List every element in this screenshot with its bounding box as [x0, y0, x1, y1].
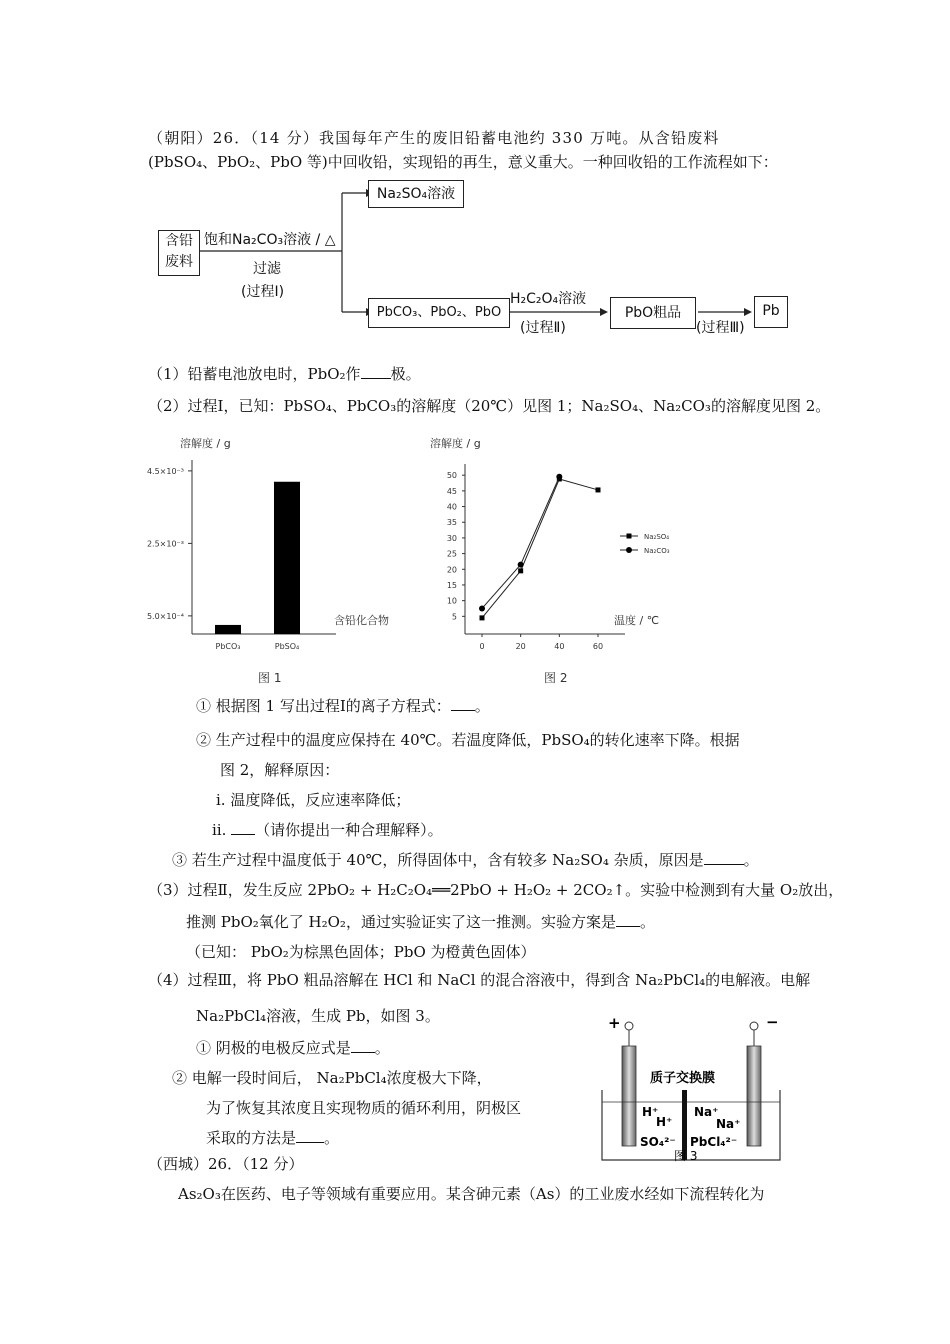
- fig2-ylabel: 溶解度 / g: [430, 437, 481, 450]
- fig2-ytick-label: 25: [446, 549, 457, 559]
- part3-note: （已知： PbO₂为棕黑色固体；PbO 为橙黄色固体）: [186, 943, 536, 961]
- fig2-ytick-label: 40: [446, 502, 457, 512]
- ion-na-plus-1: Na⁺: [694, 1105, 719, 1119]
- ion-na-plus-2: Na⁺: [716, 1117, 741, 1131]
- part4-sub1-prompt: ① 阴极的电极反应式是: [196, 1039, 351, 1057]
- fig2-legend-label: Na₂SO₄: [644, 533, 670, 541]
- fig1-ytick-label: 5.0×10⁻⁴: [146, 611, 184, 621]
- flow-step1-label: (过程Ⅰ): [241, 284, 285, 300]
- fig1-bar: [215, 625, 241, 634]
- part3-end: 。: [639, 913, 655, 931]
- part3-line1: （3）过程Ⅱ，发生反应 2PbO₂ + H₂C₂O₄══2PbO + H₂O₂ + 2CO₂↑。实验中检测到有大量 O₂放出，: [148, 881, 844, 899]
- part4-line2: Na₂PbCl₄溶液，生成 Pb，如图 3。: [196, 1007, 440, 1025]
- part4-sub1-blank[interactable]: [351, 1038, 375, 1053]
- flow-step1-reagent: 饱和Na₂CO₃溶液 / △: [204, 232, 336, 248]
- part2-sub3-blank[interactable]: [704, 850, 744, 865]
- fig2-ytick-label: 15: [446, 580, 457, 590]
- figure-1-bar-chart: [130, 430, 410, 690]
- fig1-bar: [274, 482, 300, 634]
- flow-box-na2so4: Na₂SO₄溶液: [368, 180, 464, 208]
- flow-box-crude-pbo: PbO粗品: [610, 297, 696, 329]
- question-intro-line1: （朝阳）26．（14 分）我国每年产生的废旧铅蓄电池约 330 万吨。从含铅废料: [148, 129, 720, 147]
- question2-title: （西城）26．（12 分）: [148, 1155, 304, 1173]
- ion-h-plus-2: H⁺: [656, 1115, 673, 1129]
- flow-box-lead-waste: [158, 230, 200, 276]
- figure-3-caption: 图 3: [674, 1149, 698, 1163]
- fig1-ytick-label: 4.5×10⁻³: [146, 466, 184, 476]
- part2-sub1-prompt: ① 根据图 1 写出过程Ⅰ的离子方程式：: [196, 697, 451, 715]
- fig2-series-line: [482, 479, 598, 618]
- question2-line1: As₂O₃在医药、电子等领域有重要应用。某含砷元素（As）的工业废水经如下流程转化为: [178, 1185, 765, 1203]
- part4-sub2-line3: [206, 1128, 339, 1148]
- fig1-ytick-label: 2.5×10⁻³: [146, 539, 184, 549]
- fig2-point-square: [596, 487, 601, 492]
- flow-step3-label: (过程Ⅲ): [696, 320, 745, 336]
- part4-sub2-end: 。: [324, 1129, 340, 1147]
- part2-sub3-end: 。: [743, 851, 759, 869]
- figure-3-electrolysis-cell: [598, 1014, 788, 1164]
- fig1-category-label: PbCO₃: [215, 642, 241, 651]
- part2-sub2-reason-ii-end: （请你提出一种合理解释）。: [255, 821, 443, 839]
- fig2-legend-marker: [626, 547, 632, 553]
- part2-sub1-blank[interactable]: [451, 696, 475, 711]
- anode-electrode: [622, 1046, 636, 1146]
- part2-sub1: [196, 696, 490, 716]
- part4-sub1: [196, 1038, 390, 1058]
- part2-text: （2）过程Ⅰ，已知：PbSO₄、PbCO₃的溶解度（20℃）见图 1；Na₂SO₄、Na₂CO₃的溶解度见图 2。: [148, 397, 831, 415]
- ion-h-plus-1: H⁺: [642, 1105, 659, 1119]
- flow-step2-reagent: H₂C₂O₄溶液: [510, 291, 587, 307]
- fig2-point-circle: [556, 474, 562, 480]
- figure-2-line-chart: [420, 430, 710, 690]
- flow-box-lead-waste-line2: 废料: [165, 254, 193, 270]
- cathode-electrode: [747, 1046, 761, 1146]
- part3-prompt: 推测 PbO₂氧化了 H₂O₂，通过实验证实了这一推测。实验方案是: [186, 913, 616, 931]
- flow-box-pb: Pb: [754, 296, 788, 328]
- part3-blank[interactable]: [616, 912, 640, 927]
- fig2-ytick-label: 45: [446, 486, 457, 496]
- flow-box-pb-compounds: PbCO₃、PbO₂、PbO: [368, 298, 510, 328]
- fig2-xtick-label: 40: [554, 642, 565, 651]
- fig2-ytick-label: 30: [446, 533, 457, 543]
- cathode-terminal: [750, 1022, 758, 1030]
- fig2-ytick-label: 50: [446, 471, 457, 481]
- fig2-point-circle: [479, 605, 485, 611]
- part2-sub2-reason-ii-label: ⅱ.: [212, 821, 227, 839]
- fig1-ylabel: 溶解度 / g: [180, 437, 231, 450]
- part1-end: 极。: [390, 365, 421, 383]
- fig1-xlabel: 含铅化合物: [334, 614, 389, 627]
- part4-sub1-end: 。: [374, 1039, 390, 1057]
- fig2-point-circle: [518, 562, 524, 568]
- part1-prompt: （1）铅蓄电池放电时，PbO₂作: [148, 365, 361, 383]
- part4-line1: （4）过程Ⅲ，将 PbO 粗品溶解在 HCl 和 NaCl 的混合溶液中，得到含 Na₂PbCl₄的电解液。电解: [148, 971, 811, 989]
- cathode-minus-sign: −: [766, 1014, 779, 1031]
- fig2-legend-marker: [627, 534, 632, 539]
- part4-sub2-prompt: 采取的方法是: [206, 1129, 297, 1147]
- flow-box-lead-waste-line1: 含铅: [165, 233, 193, 249]
- part2-sub2-reason-ii: [212, 820, 443, 840]
- fig2-ytick-label: 10: [446, 596, 457, 606]
- fig2-ytick-label: 35: [446, 518, 457, 528]
- flow-step1-filter: 过滤: [253, 261, 281, 277]
- part1-text: [148, 364, 421, 384]
- fig2-xtick-label: 60: [592, 642, 604, 651]
- fig2-ytick-label: 5: [451, 612, 457, 622]
- ion-sulfate: SO₄²⁻: [640, 1135, 676, 1149]
- part4-sub2-blank[interactable]: [296, 1128, 324, 1143]
- part4-sub2-line2: 为了恢复其浓度且实现物质的循环利用，阴极区: [206, 1099, 522, 1117]
- part2-sub2-reason-ii-blank[interactable]: [231, 820, 255, 835]
- fig2-series-line: [482, 477, 559, 609]
- part3-line2: [186, 912, 655, 932]
- part2-sub2-line2: 图 2，解释原因：: [220, 761, 340, 779]
- fig2-point-square: [518, 568, 523, 573]
- part4-sub2-line1: ② 电解一段时间后， Na₂PbCl₄浓度极大下降，: [172, 1069, 492, 1087]
- fig2-legend-label: Na₂CO₃: [644, 547, 670, 555]
- fig2-xtick-label: 0: [479, 642, 485, 651]
- fig2-xtick-label: 20: [515, 642, 526, 651]
- ion-tetrachloroplumbate: PbCl₄²⁻: [690, 1135, 738, 1149]
- fig2-xlabel: 温度 / ℃: [614, 614, 660, 627]
- anode-plus-sign: +: [608, 1014, 621, 1032]
- membrane-label: 质子交换膜: [650, 1071, 716, 1086]
- part1-blank[interactable]: [361, 364, 391, 379]
- fig1-caption: 图 1: [258, 671, 282, 685]
- fig1-category-label: PbSO₄: [274, 642, 300, 651]
- flow-step2-label: (过程Ⅱ): [520, 320, 566, 336]
- question-intro-line2: (PbSO₄、PbO₂、PbO 等)中回收铅，实现铅的再生，意义重大。一种回收铅的工作流程如下：: [148, 153, 778, 171]
- part2-sub3-prompt: ③ 若生产过程中温度低于 40℃，所得固体中，含有较多 Na₂SO₄ 杂质，原因是: [172, 851, 704, 869]
- fig2-point-square: [480, 615, 485, 620]
- part2-sub2-reason-i: ⅰ. 温度降低，反应速率降低；: [216, 791, 411, 809]
- part2-sub2-line1: ② 生产过程中的温度应保持在 40℃。若温度降低，PbSO₄的转化速率下降。根据: [196, 731, 740, 749]
- fig2-caption: 图 2: [544, 671, 568, 685]
- fig2-ytick-label: 20: [446, 565, 457, 575]
- anode-terminal: [625, 1022, 633, 1030]
- part2-sub1-end: 。: [474, 697, 490, 715]
- part2-sub3: [172, 850, 759, 870]
